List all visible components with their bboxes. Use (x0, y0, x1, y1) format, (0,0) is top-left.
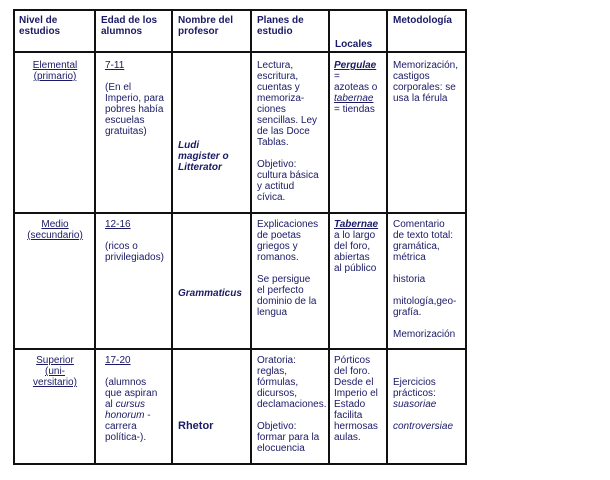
method-text: Memorización, (393, 60, 459, 71)
row-elemental-teacher (178, 140, 229, 173)
place-term: Tabernae (334, 219, 379, 230)
grid-line (328, 9, 330, 465)
header-text: estudios (19, 26, 61, 37)
age-note: carrera (105, 421, 137, 432)
plan-text: cívica. (257, 192, 286, 203)
age-note: política-). (105, 432, 147, 443)
plan-text: Objetivo: (257, 421, 297, 432)
plan-text: elocuencia (257, 443, 305, 454)
age-note-term: honorum (105, 410, 145, 421)
plan-text: declamaciones. (257, 399, 327, 410)
level-name: Elemental (32, 60, 78, 71)
plan-text: el perfecto (257, 285, 304, 296)
plan-text: formar para la (257, 432, 320, 443)
level-subname: (secundario) (27, 230, 83, 241)
method-text: Ejercicios (393, 377, 436, 388)
row-medio-age (105, 219, 164, 263)
plan-text: Se persigue (257, 274, 311, 285)
method-text: grafía. (393, 307, 422, 318)
plan-text: romanos. (257, 252, 299, 263)
method-text: métrica (393, 252, 426, 263)
teacher-name: Rhetor (178, 420, 214, 432)
age-note: al (105, 399, 116, 410)
row-superior-plans (257, 355, 326, 454)
plan-text: dominio de la (257, 296, 317, 307)
row-medio-teacher (178, 288, 242, 299)
plan-text: Explicaciones (257, 219, 319, 230)
level-subname: (primario) (33, 71, 77, 82)
place-text: del foro. (334, 366, 371, 377)
plan-text: reglas, (257, 366, 288, 377)
plan-text: Objetivo: (257, 159, 297, 170)
grid-line (465, 9, 467, 465)
age-note: - (144, 410, 151, 421)
row-superior-teacher (178, 421, 213, 432)
level-name: Medio (41, 219, 69, 230)
age-note: que aspiran (105, 388, 158, 399)
plan-text: Lectura, (257, 60, 294, 71)
place-text: facilita (334, 410, 363, 421)
header-text: estudio (257, 26, 293, 37)
place-text: Pórticos (334, 355, 371, 366)
header-text: alumnos (101, 26, 143, 37)
row-superior-places (334, 355, 378, 443)
header-text: Nombre del (178, 15, 234, 26)
method-text: controversiae (393, 421, 454, 432)
place-text: a lo largo (334, 230, 376, 241)
grid-line (13, 463, 467, 465)
teacher-name: magister o (178, 151, 229, 162)
grid-line (13, 212, 467, 214)
age-note: pobres había (105, 104, 164, 115)
plan-text: y actitud (257, 181, 295, 192)
plan-text: lengua (257, 307, 288, 318)
method-text: suasoriae (393, 399, 437, 410)
method-text: Comentario (393, 219, 445, 230)
plan-text: sencillas. Ley (257, 115, 318, 126)
age-note: gratuitas) (105, 126, 147, 137)
method-text: prácticos: (393, 388, 436, 399)
header-method (393, 15, 452, 26)
grid-line (13, 9, 467, 11)
place-text: aulas. (334, 432, 361, 443)
place-text: hermosas (334, 421, 378, 432)
method-text: historia (393, 274, 426, 285)
plan-text: escritura, (257, 71, 299, 82)
plan-text: dicursos, (257, 388, 298, 399)
header-text: Metodología (393, 15, 452, 26)
teacher-name: Ludi (178, 140, 200, 151)
age-note: (En el (105, 82, 132, 93)
row-elemental-places (334, 60, 377, 115)
row-medio-method (393, 219, 456, 340)
place-text: azoteas o (334, 82, 378, 93)
level-subname: (uni- (44, 366, 65, 377)
header-text: Nivel de (19, 15, 58, 26)
plan-text: de las Doce (257, 126, 310, 137)
row-medio-plans (257, 219, 318, 318)
place-text: Desde el (334, 377, 374, 388)
teacher-name: Grammaticus (178, 288, 242, 299)
teacher-name: Litterator (178, 162, 222, 173)
place-text: abiertas (334, 252, 370, 263)
age-note: escuelas (105, 115, 145, 126)
age-range: 17-20 (105, 355, 131, 366)
plan-text: Tablas. (257, 137, 289, 148)
grid-line (171, 9, 173, 465)
method-text: castigos (393, 71, 430, 82)
row-superior-level (15, 355, 95, 388)
studies-table (13, 9, 467, 465)
method-text: corporales: se (393, 82, 456, 93)
grid-line (13, 348, 467, 350)
grid-line (13, 51, 467, 53)
plan-text: ciones (257, 104, 286, 115)
method-text: gramática, (393, 241, 440, 252)
age-note: privilegiados) (105, 252, 164, 263)
method-text: de texto total: (393, 230, 454, 241)
place-term: Pergulae (334, 60, 377, 71)
plan-text: fórmulas, (257, 377, 299, 388)
row-superior-age (105, 355, 157, 443)
age-note: (ricos o (105, 241, 138, 252)
age-range: 12-16 (105, 219, 131, 230)
age-note-term: cursus (115, 399, 146, 410)
header-teacher (178, 15, 233, 37)
place-text: Estado (334, 399, 366, 410)
plan-text: de poetas (257, 230, 301, 241)
header-level (19, 15, 60, 37)
plan-text: cuentas y (257, 82, 300, 93)
header-text: Edad de los (101, 15, 158, 26)
grid-line (386, 9, 388, 465)
header-plans (257, 15, 304, 37)
age-range: 7-11 (105, 60, 125, 71)
row-elemental-method (393, 60, 458, 104)
row-elemental-level (15, 60, 95, 82)
method-text: mitología,geo- (393, 296, 457, 307)
method-text: usa la férula (393, 93, 448, 104)
header-age (101, 15, 157, 37)
row-superior-method (393, 377, 453, 432)
level-subname: versitario) (33, 377, 77, 388)
row-medio-level (15, 219, 95, 241)
plan-text: memoriza- (257, 93, 305, 104)
grid-line (250, 9, 252, 465)
row-medio-places (334, 219, 378, 274)
age-note: (alumnos (105, 377, 147, 388)
place-text: = tiendas (334, 104, 375, 115)
row-elemental-age (105, 60, 164, 137)
place-text: Imperio el (334, 388, 378, 399)
plan-text: cultura básica (257, 170, 319, 181)
plan-text: Oratoria: (257, 355, 296, 366)
plan-text: griegos y (257, 241, 298, 252)
place-text: del foro, (334, 241, 371, 252)
header-text: profesor (178, 26, 219, 37)
place-term: tabernae (334, 93, 374, 104)
place-text: = (334, 71, 340, 82)
header-places (335, 39, 372, 50)
header-text: Planes de (257, 15, 304, 26)
level-name: Superior (36, 355, 74, 366)
age-note: Imperio, para (105, 93, 164, 104)
method-text: Memorización (393, 329, 456, 340)
row-elemental-plans (257, 60, 319, 203)
place-text: al público (334, 263, 377, 274)
header-text: Locales (335, 39, 373, 50)
